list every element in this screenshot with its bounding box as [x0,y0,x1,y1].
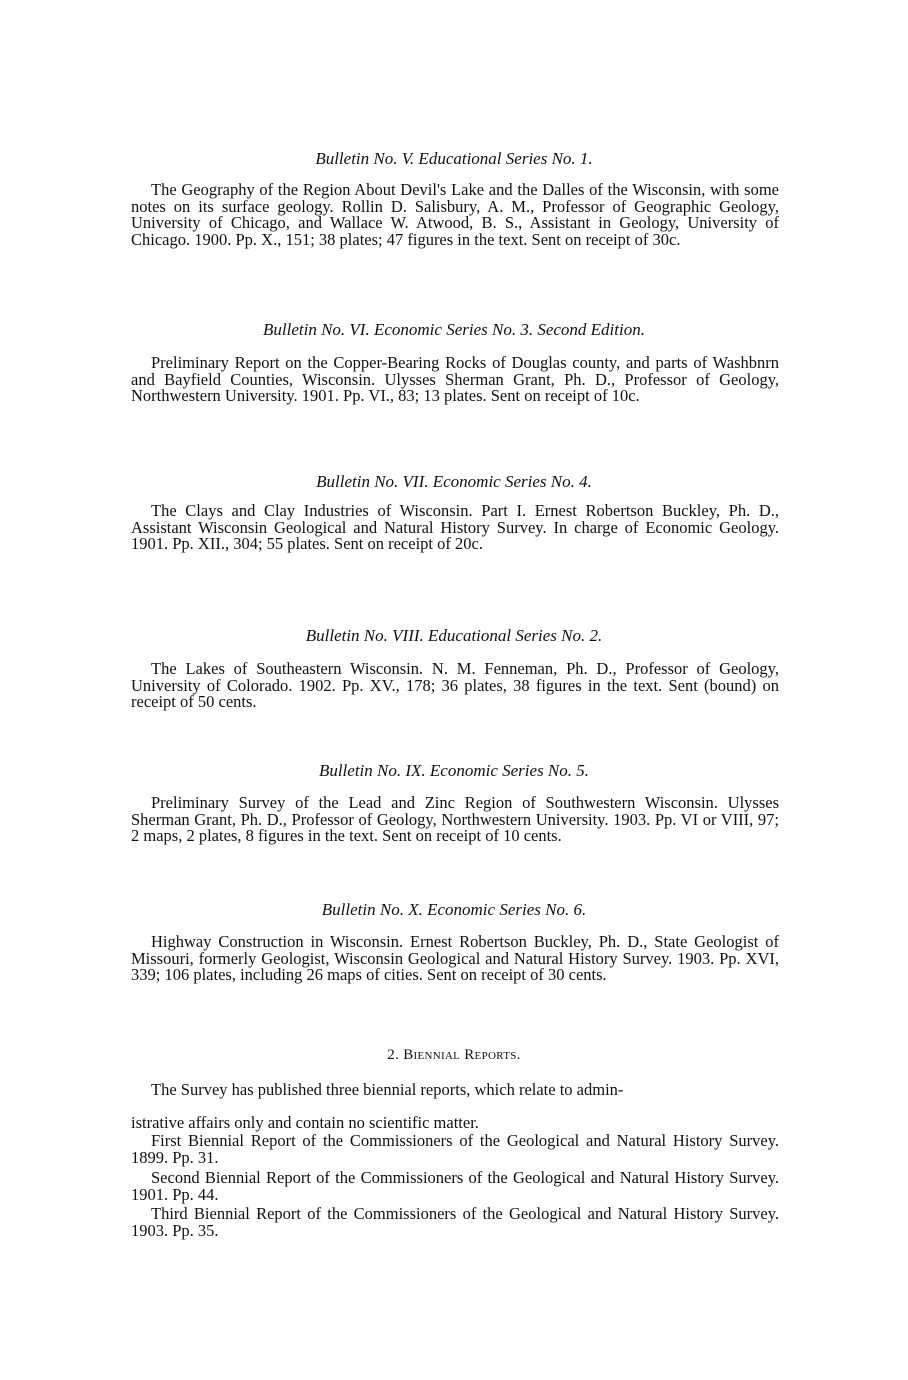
bulletin-description: The Lakes of Southeastern Wisconsin. N. M. Fenneman, Ph. D., Professor of Geology, University of Colorado. 1902. Pp. XV., 178; 36 plates, 38 figures in the text. Sent (bound) on receipt of 50 cents. [131,659,779,711]
section-number: 2. [387,1047,400,1063]
bulletin-heading: Bulletin No. X. Economic Series No. 6. [321,900,587,919]
bulletin-description: Preliminary Report on the Copper-Bearing Rocks of Douglas county, and parts of Washbnrn and Bayfield Counties, Wisconsin. Ulysses Sherman Grant, Ph. D., Professor of Geology, Northwestern University. 1901. Pp. VI., 83; 13 plates. Sent on receipt of 10c. [131,353,779,405]
section-heading [0,1047,908,1064]
bulletin-description: Highway Construction in Wisconsin. Ernest Robertson Buckley, Ph. D., State Geologist of Missouri, formerly Geologist, Wisconsin Geological and Natural History Survey. 1903. Pp. XVI, 339; 106 plates, including 26 maps of cities. Sent on receipt of 30 cents. [131,932,779,984]
intro-paragraph-line-1: The Survey has published three biennial reports, which relate to admin- [151,1080,624,1099]
bulletin-heading: Bulletin No. VI. Economic Series No. 3. Second Edition. [263,320,645,339]
section-title: Biennial Reports. [403,1047,521,1063]
bulletin-description: Preliminary Survey of the Lead and Zinc Region of Southwestern Wisconsin. Ulysses Sherman Grant, Ph. D., Professor of Geology, Northwestern University. 1903. Pp. VI or VIII, 97; 2 maps, 2 plates, 8 figures in the text. Sent on receipt of 10 cents. [131,793,779,845]
bulletin-description: The Clays and Clay Industries of Wisconsin. Part I. Ernest Robertson Buckley, Ph. D., Assistant Wisconsin Geological and Natural History Survey. In charge of Economic Geology. 1901. Pp. XII., 304; 55 plates. Sent on receipt of 20c. [131,501,779,553]
intro-paragraph-line-2: istrative affairs only and contain no scientific matter. [131,1113,479,1132]
bulletin-description: The Geography of the Region About Devil's Lake and the Dalles of the Wisconsin, with some notes on its surface geology. Rollin D. Salisbury, A. M., Professor of Geographic Geology, University of Chicago, and Wallace W. Atwood, B. S., Assistant in Geology, University of Chicago. 1900. Pp. X., 151; 38 plates; 47 figures in the text. Sent on receipt of 30c. [131,180,779,249]
bulletin-heading: Bulletin No. VII. Economic Series No. 4. [316,472,592,491]
report-entry: Second Biennial Report of the Commissioners of the Geological and Natural History Survey. 1901. Pp. 44. [131,1168,779,1204]
bulletin-heading: Bulletin No. IX. Economic Series No. 5. [318,761,590,780]
bulletin-heading: Bulletin No. V. Educational Series No. 1. [315,149,593,168]
report-entry: Third Biennial Report of the Commissioners of the Geological and Natural History Survey. 1903. Pp. 35. [131,1204,779,1240]
report-entry: First Biennial Report of the Commissioners of the Geological and Natural History Survey. 1899. Pp. 31. [131,1131,779,1167]
bulletin-heading: Bulletin No. VIII. Educational Series No. 2. [305,626,603,645]
